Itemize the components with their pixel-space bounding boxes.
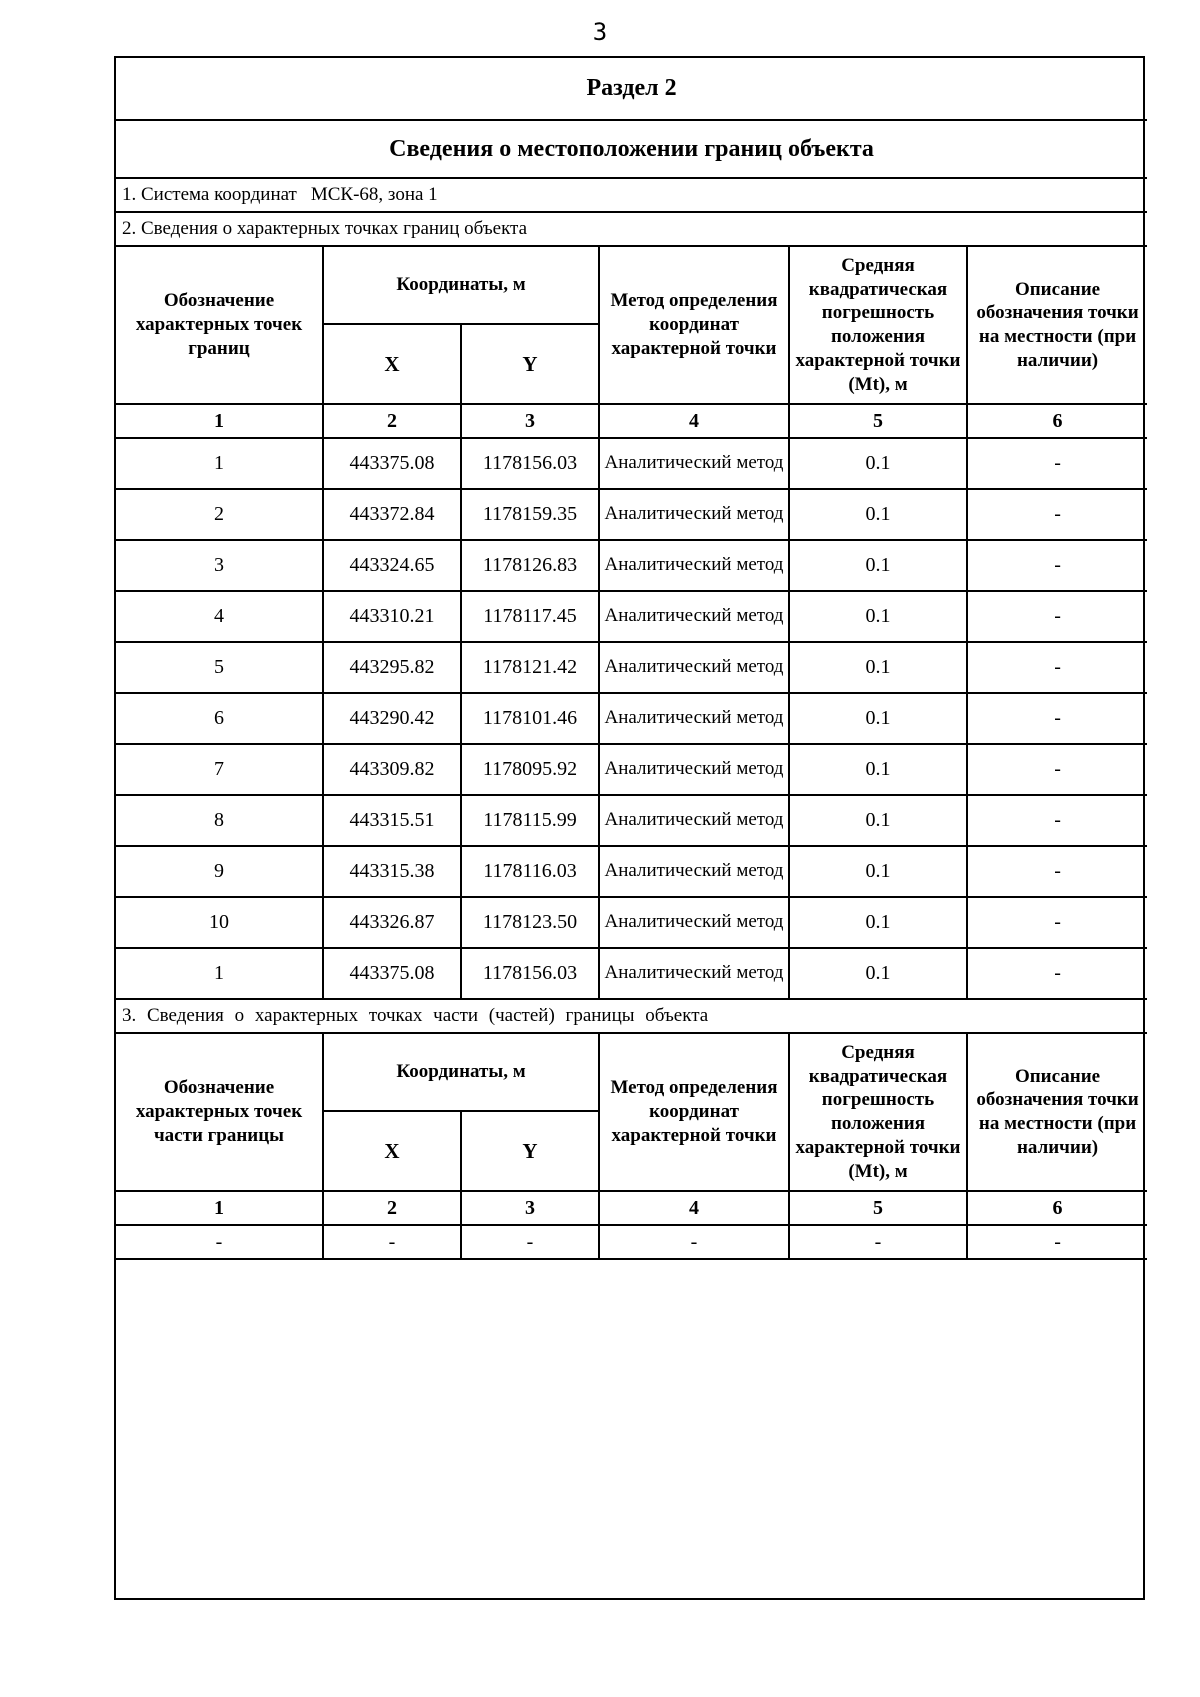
x-cell: 443315.51 (323, 795, 461, 846)
header-point: Обозначение характерных точек границ (116, 246, 323, 404)
error-cell: 0.1 (789, 591, 967, 642)
description-cell: - (967, 540, 1147, 591)
description-cell: - (967, 1225, 1147, 1259)
header-description: Описание обозначения точки на местности (при наличии) (967, 1033, 1147, 1191)
header-coords: Координаты, м (323, 1033, 599, 1111)
table-row (116, 846, 1147, 897)
error-cell: 0.1 (789, 795, 967, 846)
method-cell: Аналитический метод (599, 591, 789, 642)
point-id-cell: 1 (116, 948, 323, 999)
description-cell: - (967, 897, 1147, 948)
x-cell: 443310.21 (323, 591, 461, 642)
point-id-cell: 1 (116, 438, 323, 489)
header-x: X (323, 1111, 461, 1191)
column-number: 2 (323, 1191, 461, 1225)
y-cell: 1178101.46 (461, 693, 599, 744)
column-number: 5 (789, 404, 967, 438)
y-cell: - (461, 1225, 599, 1259)
column-number: 4 (599, 404, 789, 438)
table-row (116, 540, 1147, 591)
error-cell: 0.1 (789, 438, 967, 489)
table-row (116, 642, 1147, 693)
page-number: 3 (592, 18, 608, 46)
table-row (116, 948, 1147, 999)
x-cell: 443290.42 (323, 693, 461, 744)
table-row (116, 438, 1147, 489)
column-number: 3 (461, 404, 599, 438)
table2-caption: 3. Сведения о характерных точках части (частей) границы объекта (116, 999, 1147, 1033)
point-id-cell: 2 (116, 489, 323, 540)
description-cell: - (967, 846, 1147, 897)
method-cell: Аналитический метод (599, 744, 789, 795)
method-cell: - (599, 1225, 789, 1259)
column-numbers-row (116, 404, 1147, 438)
table1-caption: 2. Сведения о характерных точках границ объекта (116, 212, 1147, 246)
method-cell: Аналитический метод (599, 948, 789, 999)
y-cell: 1178115.99 (461, 795, 599, 846)
error-cell: 0.1 (789, 897, 967, 948)
method-cell: Аналитический метод (599, 897, 789, 948)
section-title: Раздел 2 (116, 58, 1147, 120)
coordinate-system-line (116, 178, 1147, 212)
description-cell: - (967, 642, 1147, 693)
column-number: 6 (967, 1191, 1147, 1225)
document-frame (114, 56, 1145, 1600)
table-row (116, 489, 1147, 540)
column-number: 4 (599, 1191, 789, 1225)
error-cell: 0.1 (789, 948, 967, 999)
point-id-cell: 10 (116, 897, 323, 948)
description-cell: - (967, 948, 1147, 999)
table-row (116, 1225, 1147, 1259)
point-id-cell: 6 (116, 693, 323, 744)
y-cell: 1178126.83 (461, 540, 599, 591)
table-row (116, 591, 1147, 642)
method-cell: Аналитический метод (599, 846, 789, 897)
point-id-cell: 5 (116, 642, 323, 693)
header-method: Метод определения координат характерной точки (599, 246, 789, 404)
error-cell: 0.1 (789, 540, 967, 591)
point-id-cell: 3 (116, 540, 323, 591)
error-cell: 0.1 (789, 489, 967, 540)
point-id-cell: 8 (116, 795, 323, 846)
x-cell: 443324.65 (323, 540, 461, 591)
column-number: 6 (967, 404, 1147, 438)
table-row (116, 744, 1147, 795)
table-row (116, 897, 1147, 948)
header-y: Y (461, 1111, 599, 1191)
x-cell: 443326.87 (323, 897, 461, 948)
y-cell: 1178156.03 (461, 438, 599, 489)
error-cell: - (789, 1225, 967, 1259)
column-number: 1 (116, 404, 323, 438)
point-id-cell: 4 (116, 591, 323, 642)
header-error: Средняя квадратическая погрешность положения характерной точки (Mt), м (789, 246, 967, 404)
method-cell: Аналитический метод (599, 489, 789, 540)
x-cell: 443295.82 (323, 642, 461, 693)
description-cell: - (967, 438, 1147, 489)
method-cell: Аналитический метод (599, 795, 789, 846)
x-cell: 443372.84 (323, 489, 461, 540)
method-cell: Аналитический метод (599, 693, 789, 744)
error-cell: 0.1 (789, 846, 967, 897)
header-method: Метод определения координат характерной точки (599, 1033, 789, 1191)
x-cell: 443315.38 (323, 846, 461, 897)
column-number: 1 (116, 1191, 323, 1225)
y-cell: 1178121.42 (461, 642, 599, 693)
x-cell: 443375.08 (323, 438, 461, 489)
description-cell: - (967, 795, 1147, 846)
header-x: X (323, 324, 461, 404)
table-row (116, 693, 1147, 744)
error-cell: 0.1 (789, 693, 967, 744)
method-cell: Аналитический метод (599, 540, 789, 591)
y-cell: 1178156.03 (461, 948, 599, 999)
column-number: 5 (789, 1191, 967, 1225)
header-description: Описание обозначения точки на местности (при наличии) (967, 246, 1147, 404)
section-subtitle: Сведения о местоположении границ объекта (116, 120, 1147, 178)
boundary-table (116, 58, 1147, 1260)
x-cell: 443375.08 (323, 948, 461, 999)
column-numbers-row (116, 1191, 1147, 1225)
method-cell: Аналитический метод (599, 642, 789, 693)
y-cell: 1178116.03 (461, 846, 599, 897)
coordinate-system-value: МСК-68, зона 1 (310, 184, 438, 205)
description-cell: - (967, 693, 1147, 744)
header-coords: Координаты, м (323, 246, 599, 324)
description-cell: - (967, 489, 1147, 540)
description-cell: - (967, 591, 1147, 642)
point-id-cell: - (116, 1225, 323, 1259)
method-cell: Аналитический метод (599, 438, 789, 489)
point-id-cell: 9 (116, 846, 323, 897)
point-id-cell: 7 (116, 744, 323, 795)
header-error: Средняя квадратическая погрешность положения характерной точки (Mt), м (789, 1033, 967, 1191)
y-cell: 1178095.92 (461, 744, 599, 795)
x-cell: 443309.82 (323, 744, 461, 795)
column-number: 3 (461, 1191, 599, 1225)
header-y: Y (461, 324, 599, 404)
description-cell: - (967, 744, 1147, 795)
column-number: 2 (323, 404, 461, 438)
error-cell: 0.1 (789, 642, 967, 693)
error-cell: 0.1 (789, 744, 967, 795)
x-cell: - (323, 1225, 461, 1259)
header-point: Обозначение характерных точек части границы (116, 1033, 323, 1191)
table-row (116, 795, 1147, 846)
y-cell: 1178117.45 (461, 591, 599, 642)
coordinate-system-label: 1. Система координат (122, 184, 297, 205)
y-cell: 1178123.50 (461, 897, 599, 948)
y-cell: 1178159.35 (461, 489, 599, 540)
